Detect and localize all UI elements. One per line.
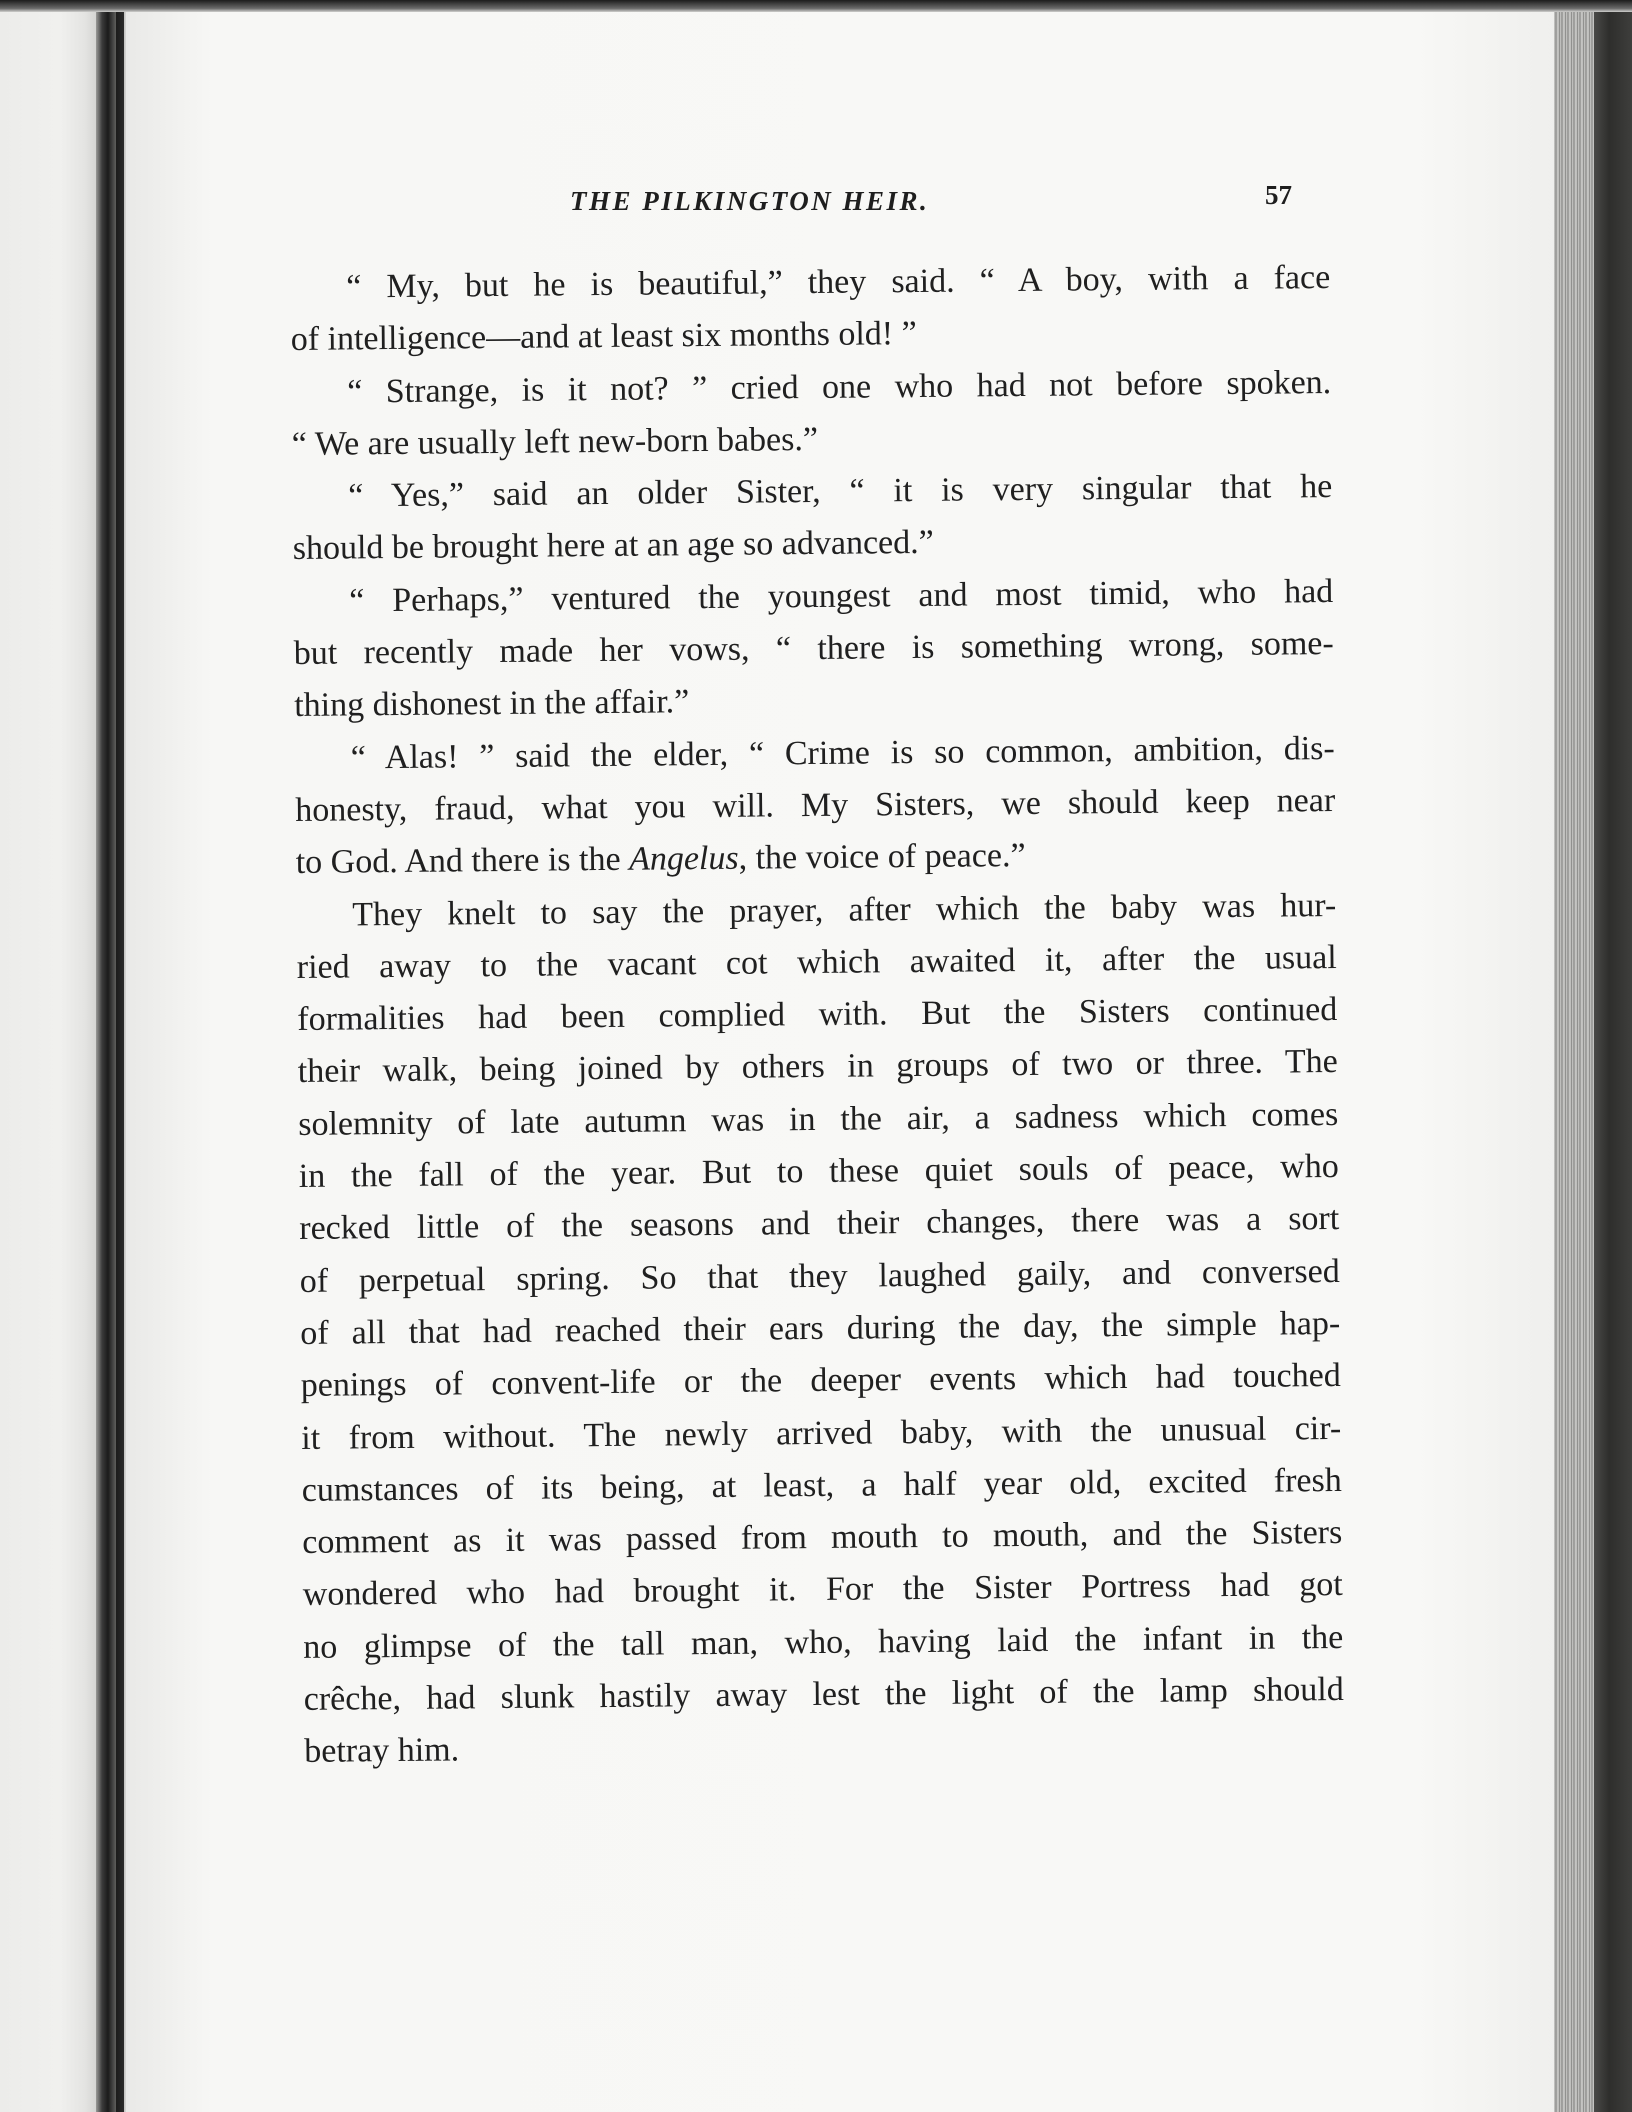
text-run: to God. And there is the (295, 841, 630, 882)
text-line: honesty, fraud, what you will. My Sisters, we should keep near (295, 781, 1336, 829)
facing-page-edge (0, 0, 100, 2112)
text-line: but recently made her vows, “ there is something wrong, some- (293, 625, 1334, 673)
text-line: “ Strange, is it not? ” cried one who had not before spoken. (347, 363, 1332, 411)
text-line: “ Alas! ” said the elder, “ Crime is so common, ambition, dis- (350, 729, 1335, 777)
text-line: penings of convent-life or the deeper events which had touched (300, 1357, 1341, 1405)
scan-top-edge (0, 0, 1632, 12)
italic-word: Angelus (628, 839, 739, 879)
text-line: cumstances of its being, at least, a half year old, excited fresh (301, 1461, 1342, 1509)
text-line: comment as it was passed from mouth to mouth, and the Sisters (302, 1514, 1343, 1562)
page-header (570, 180, 1290, 230)
text-line: should be brought here at an age so advanced.” (292, 524, 934, 568)
text-line: it from without. The newly arrived baby, with the unusual cir- (301, 1409, 1342, 1457)
text-line: “ Perhaps,” ventured the youngest and most timid, who had (349, 572, 1334, 620)
text-line: of intelligence—and at least six months old! ” (290, 315, 917, 359)
text-line: recked little of the seasons and their changes, there was a sort (299, 1200, 1340, 1248)
text-line: “ My, but he is beautiful,” they said. “ A boy, with a face (346, 259, 1331, 306)
text-line: of all that had reached their ears during the day, the simple hap- (300, 1304, 1341, 1352)
gutter-shadow (116, 0, 124, 2112)
text-line: of perpetual spring. So that they laughed gaily, and conversed (299, 1252, 1340, 1300)
text-line: “ We are usually left new-born babes.” (291, 420, 819, 463)
text-line: ried away to the vacant cot which awaited it, after the usual (296, 938, 1337, 986)
page-stack-edge (1554, 0, 1596, 2112)
text-line: “ Yes,” said an older Sister, “ it is very singular that he (348, 468, 1333, 515)
page-body-text (290, 252, 1345, 1779)
text-line: betray him. (304, 1731, 460, 1771)
text-line: solemnity of late autumn was in the air, a sadness which comes (298, 1095, 1339, 1143)
running-title: THE PILKINGTON HEIR. (570, 186, 930, 216)
text-line: wondered who had brought it. For the Sister Portress had got (302, 1566, 1343, 1614)
text-line: thing dishonest in the affair.” (294, 683, 690, 725)
text-line: crêche, had slunk hastily away lest the light of the lamp should (303, 1670, 1344, 1718)
text-run: , the voice of peace.” (738, 837, 1026, 877)
text-line: They knelt to say the prayer, after which the baby was hur- (352, 886, 1337, 933)
text-line: formalities had been complied with. But the Sisters continued (297, 991, 1338, 1039)
text-line: no glimpse of the tall man, who, having laid the infant in the (303, 1618, 1344, 1666)
text-line: their walk, being joined by others in groups of two or three. The (297, 1043, 1338, 1091)
book-cover-edge (1594, 0, 1632, 2112)
page-number: 57 (1265, 180, 1292, 210)
text-line: in the fall of the year. But to these quiet souls of peace, who (298, 1148, 1339, 1196)
